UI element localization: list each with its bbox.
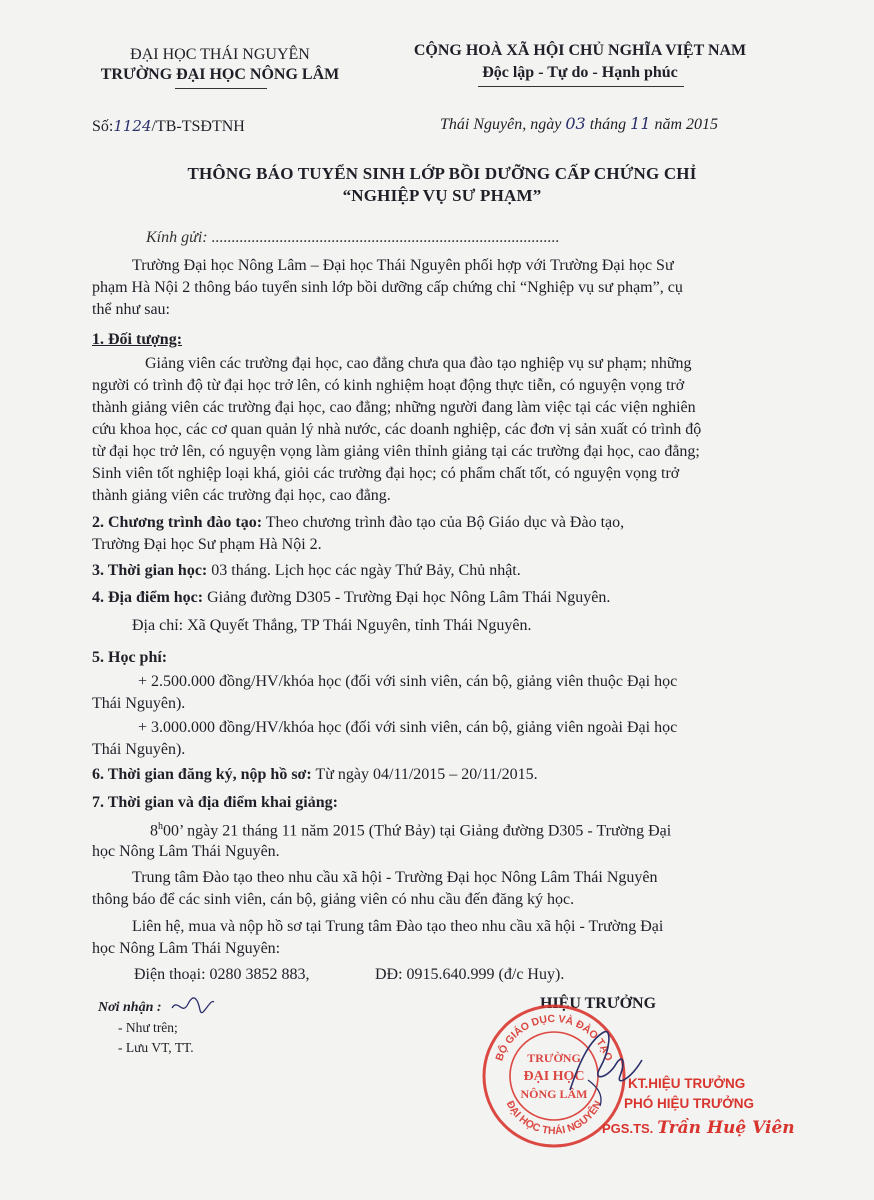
section4 bbox=[92, 589, 610, 607]
section1-line: thành giảng viên các trường đại học, cao đẳng; những người đang làm việc tại các viện nghiên bbox=[92, 399, 696, 416]
fee1-line2: Thái Nguyên). bbox=[92, 695, 186, 712]
phone-number: Điện thoại: 0280 3852 883, bbox=[134, 966, 310, 983]
org-parent: ĐẠI HỌC THÁI NGUYÊN bbox=[130, 46, 310, 63]
section2-line1 bbox=[92, 514, 624, 532]
org-underline bbox=[175, 88, 267, 89]
intro-line2: phạm Hà Nội 2 thông báo tuyển sinh lớp bồi dưỡng cấp chứng chỉ “Nghiệp vụ sư phạm”, cụ bbox=[92, 279, 683, 296]
section1-heading: 1. Đối tượng: bbox=[92, 331, 183, 348]
document-number bbox=[92, 117, 245, 136]
contact-line1: Liên hệ, mua và nộp hồ sơ tại Trung tâm Đào tạo theo nhu cầu xã hội - Trường Đại bbox=[132, 918, 664, 935]
intro-line1: Trường Đại học Nông Lâm – Đại học Thái Nguyên phối hợp với Trường Đại học Sư bbox=[132, 257, 674, 274]
fee1-line1: + 2.500.000 đồng/HV/khóa học (đối với sinh viên, cán bộ, giảng viên thuộc Đại học bbox=[138, 673, 678, 690]
section4-text: Giảng đường D305 - Trường Đại học Nông Lâm Thái Nguyên. bbox=[203, 589, 611, 606]
section6 bbox=[92, 766, 538, 784]
place-date bbox=[440, 114, 718, 134]
signer-title: HIỆU TRƯỞNG bbox=[540, 995, 657, 1012]
recipient-item: - Như trên; bbox=[118, 1020, 178, 1035]
section7-line2: học Nông Lâm Thái Nguyên. bbox=[92, 843, 280, 860]
fee2-line1: + 3.000.000 đồng/HV/khóa học (đối với sinh viên, cán bộ, giảng viên ngoài Đại học bbox=[138, 719, 678, 736]
opening-text: 00’ ngày 21 tháng 11 năm 2015 (Thứ Bảy) tại Giảng đường D305 - Trường Đại bbox=[163, 822, 672, 840]
section1-line: Sinh viên tốt nghiệp loại khá, giỏi các trường đại học; có phẩm chất tốt, có nguyện vọng trở bbox=[92, 465, 680, 482]
signer-name: Trần Huệ Viên bbox=[657, 1118, 795, 1138]
section2-text: Theo chương trình đào tạo của Bộ Giáo dục và Đào tạo, bbox=[262, 514, 625, 531]
recipient-item: - Lưu VT, TT. bbox=[118, 1040, 194, 1055]
section1-line: từ đại học trở lên, có nguyện vọng làm giảng viên thỉnh giảng tại các trường đại học, cao đẳng; bbox=[92, 443, 700, 460]
stamp-center-line: ĐẠI HỌC bbox=[523, 1069, 585, 1084]
stamp-ring-bottom: ĐẠI HỌC THÁI NGUYÊN bbox=[503, 1098, 605, 1138]
initials-scribble bbox=[170, 994, 216, 1018]
section1-line: thành giảng viên các trường đại học, cao đẳng. bbox=[92, 487, 391, 504]
date-month-handwritten: 11 bbox=[630, 114, 651, 133]
section3-heading: 3. Thời gian học: bbox=[92, 562, 208, 579]
section6-heading: 6. Thời gian đăng ký, nộp hồ sơ: bbox=[92, 766, 312, 783]
mobile-number: DĐ: 0915.640.999 (đ/c Huy). bbox=[375, 966, 565, 983]
section7-heading: 7. Thời gian và địa điểm khai giảng: bbox=[92, 794, 338, 811]
section5-heading: 5. Học phí: bbox=[92, 649, 168, 666]
place-date-part3: năm 2015 bbox=[654, 116, 719, 133]
place-date-part1: Thái Nguyên, ngày bbox=[440, 116, 562, 133]
notice-title-line1: THÔNG BÁO TUYỂN SINH LỚP BỒI DƯỠNG CẤP CHỨNG CHỈ bbox=[187, 164, 697, 183]
doc-no-prefix: Số: bbox=[92, 118, 114, 135]
doc-no-suffix: /TB-TSĐTNH bbox=[151, 118, 245, 135]
stamp-center-line: TRƯỜNG bbox=[527, 1051, 581, 1065]
opening-hour: 8 bbox=[150, 822, 158, 840]
section2-heading: 2. Chương trình đào tạo: bbox=[92, 514, 263, 531]
section4-heading: 4. Địa điểm học: bbox=[92, 589, 204, 606]
notice-line1: Trung tâm Đào tạo theo nhu cầu xã hội - Trường Đại học Nông Lâm Thái Nguyên bbox=[132, 869, 658, 886]
signer-degree: PGS.TS. bbox=[602, 1121, 654, 1136]
place-date-part2: tháng bbox=[589, 116, 627, 133]
motto: Độc lập - Tự do - Hạnh phúc bbox=[482, 64, 678, 81]
deputy-title-line2: PHÓ HIỆU TRƯỞNG bbox=[624, 1096, 754, 1111]
section3 bbox=[92, 562, 521, 580]
intro-line3: thể như sau: bbox=[92, 301, 170, 318]
section4-address: Địa chỉ: Xã Quyết Thắng, TP Thái Nguyên, tỉnh Thái Nguyên. bbox=[132, 617, 532, 634]
doc-no-handwritten: 1124 bbox=[113, 117, 152, 135]
country-name: CỘNG HOÀ XÃ HỘI CHỦ NGHĨA VIỆT NAM bbox=[413, 42, 747, 59]
contact-line2: học Nông Lâm Thái Nguyên: bbox=[92, 940, 281, 957]
recipients-label: Nơi nhận : bbox=[98, 1000, 162, 1015]
section7-line1 bbox=[150, 821, 671, 840]
motto-underline bbox=[478, 86, 684, 87]
stamp-center-line: NÔNG LÂM bbox=[520, 1087, 588, 1101]
notice-line2: thông báo để các sinh viên, cán bộ, giảng viên có nhu cầu đến đăng ký học. bbox=[92, 891, 575, 908]
greeting: Kính gửi: ....................................................................................... bbox=[146, 229, 560, 246]
section1-line: Giảng viên các trường đại học, cao đẳng chưa qua đào tạo nghiệp vụ sư phạm; những bbox=[145, 355, 692, 372]
stamp-ring-top: BỘ GIÁO DỤC VÀ ĐÀO TẠO bbox=[493, 1012, 615, 1063]
section1-line: người có trình độ từ đại học trở lên, có kinh nghiệm hoạt động thực tiễn, có nguyện vọng trở bbox=[92, 377, 685, 394]
date-day-handwritten: 03 bbox=[565, 114, 586, 133]
deputy-title-line1: KT.HIỆU TRƯỞNG bbox=[628, 1076, 746, 1091]
signer-name-block bbox=[602, 1118, 795, 1138]
section2-line2: Trường Đại học Sư phạm Hà Nội 2. bbox=[92, 536, 322, 553]
notice-title-line2: “NGHIỆP VỤ SƯ PHẠM” bbox=[342, 186, 542, 205]
section3-text: 03 tháng. Lịch học các ngày Thứ Bảy, Chủ nhật. bbox=[207, 562, 521, 579]
section6-text: Từ ngày 04/11/2015 – 20/11/2015. bbox=[311, 766, 538, 783]
opening-hour-sup: h bbox=[158, 821, 163, 832]
org-name: TRƯỜNG ĐẠI HỌC NÔNG LÂM bbox=[100, 66, 340, 83]
fee2-line2: Thái Nguyên). bbox=[92, 741, 186, 758]
section1-line: cứu khoa học, các cơ quan quản lý nhà nước, các doanh nghiệp, các đơn vị sản xuất có trình độ bbox=[92, 421, 702, 438]
